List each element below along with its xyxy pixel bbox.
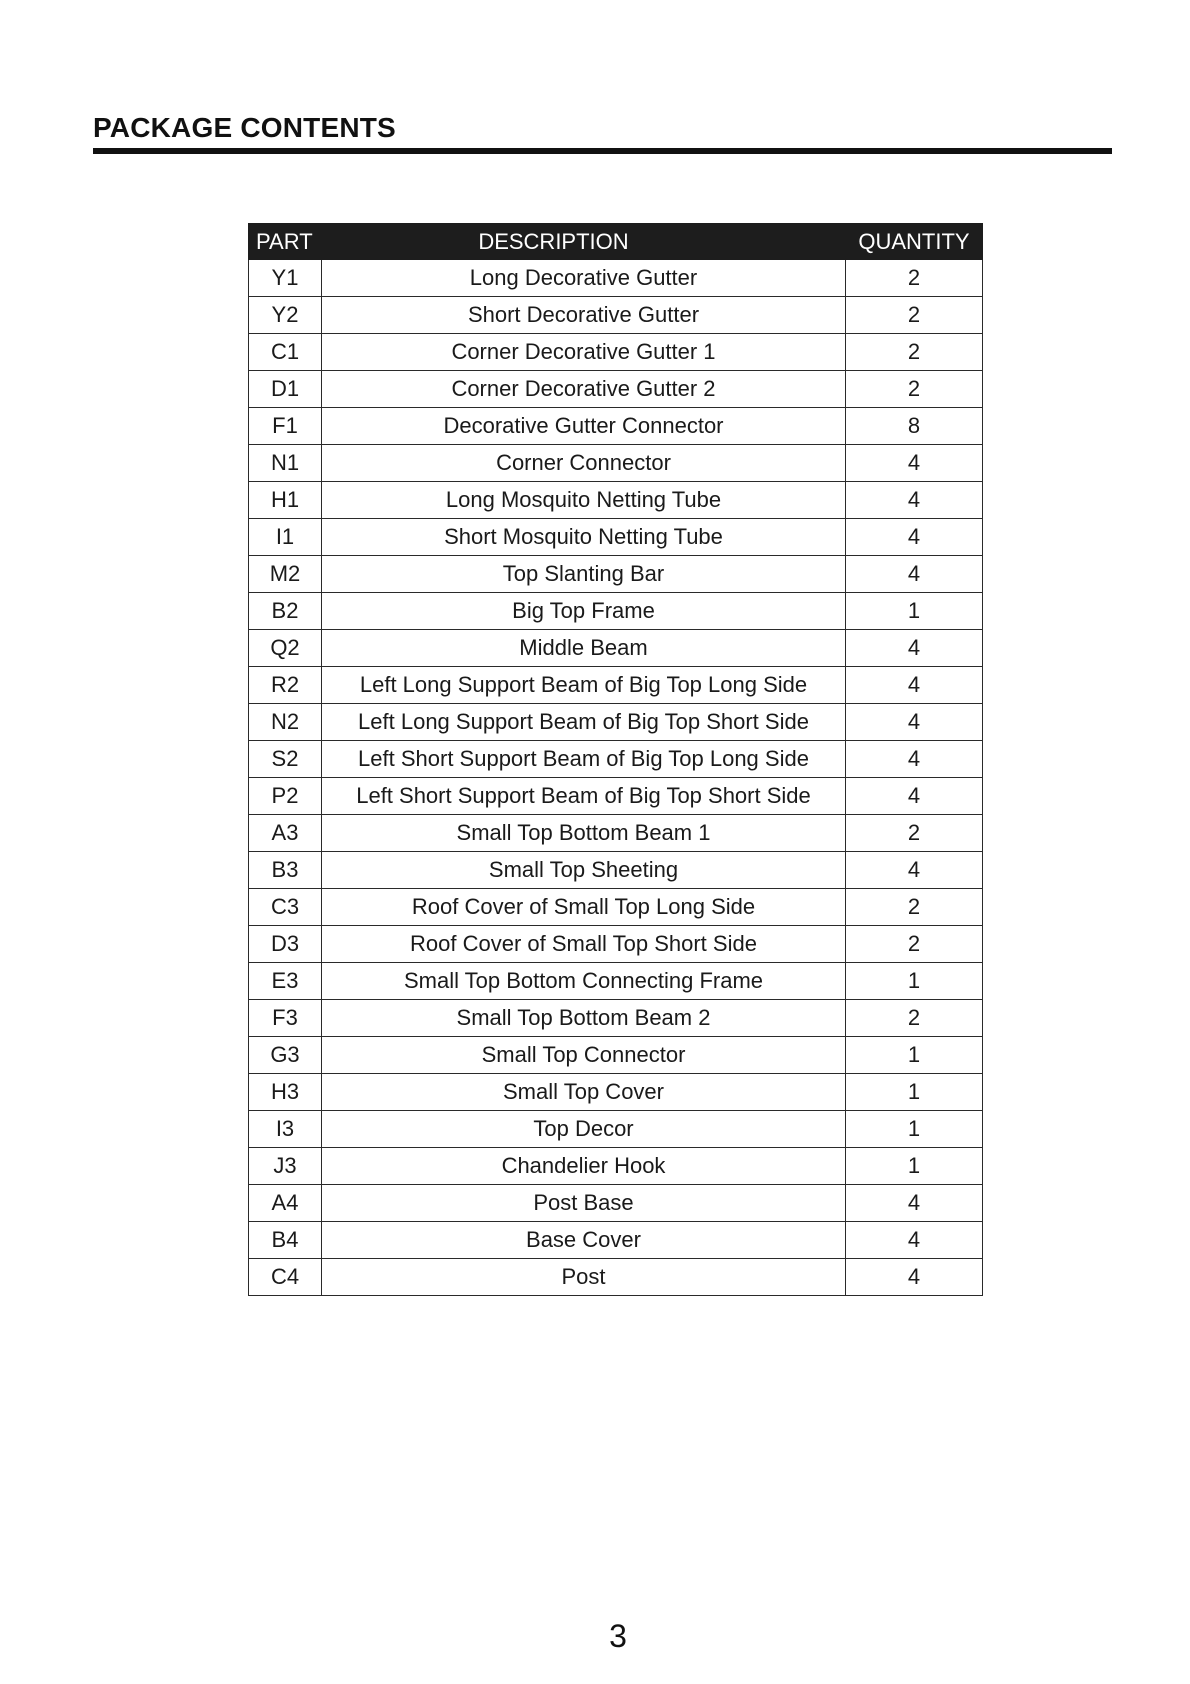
table-row <box>249 297 983 334</box>
table-row <box>249 630 983 667</box>
table-row <box>249 260 983 297</box>
table-row <box>249 852 983 889</box>
part-cell: F1 <box>249 408 322 445</box>
table-row <box>249 1111 983 1148</box>
part-cell: C1 <box>249 334 322 371</box>
description-cell: Middle Beam <box>322 630 846 667</box>
description-cell: Small Top Bottom Beam 1 <box>322 815 846 852</box>
quantity-cell: 4 <box>846 1222 983 1259</box>
quantity-cell: 4 <box>846 667 983 704</box>
description-cell: Post <box>322 1259 846 1296</box>
description-cell: Chandelier Hook <box>322 1148 846 1185</box>
quantity-cell: 2 <box>846 815 983 852</box>
description-cell: Corner Connector <box>322 445 846 482</box>
description-cell: Corner Decorative Gutter 1 <box>322 334 846 371</box>
quantity-cell: 2 <box>846 926 983 963</box>
description-cell: Corner Decorative Gutter 2 <box>322 371 846 408</box>
part-cell: B3 <box>249 852 322 889</box>
table-row <box>249 778 983 815</box>
table-row <box>249 667 983 704</box>
quantity-cell: 2 <box>846 1000 983 1037</box>
description-cell: Left Short Support Beam of Big Top Long Side <box>322 741 846 778</box>
description-cell: Short Decorative Gutter <box>322 297 846 334</box>
quantity-cell: 4 <box>846 630 983 667</box>
table-row <box>249 408 983 445</box>
part-cell: H3 <box>249 1074 322 1111</box>
description-cell: Left Long Support Beam of Big Top Short Side <box>322 704 846 741</box>
quantity-cell: 2 <box>846 889 983 926</box>
quantity-cell: 4 <box>846 556 983 593</box>
header-quantity: QUANTITY <box>846 224 983 260</box>
description-cell: Small Top Cover <box>322 1074 846 1111</box>
part-cell: Y1 <box>249 260 322 297</box>
page-number: 3 <box>609 1618 627 1654</box>
table-row <box>249 334 983 371</box>
table-row <box>249 926 983 963</box>
quantity-cell: 4 <box>846 1259 983 1296</box>
table-header-row <box>249 224 983 260</box>
part-cell: D1 <box>249 371 322 408</box>
description-cell: Small Top Bottom Connecting Frame <box>322 963 846 1000</box>
part-cell: R2 <box>249 667 322 704</box>
quantity-cell: 4 <box>846 741 983 778</box>
part-cell: B4 <box>249 1222 322 1259</box>
description-cell: Roof Cover of Small Top Long Side <box>322 889 846 926</box>
table-row <box>249 704 983 741</box>
part-cell: N1 <box>249 445 322 482</box>
table-row <box>249 1259 983 1296</box>
header-description: DESCRIPTION <box>322 224 846 260</box>
quantity-cell: 4 <box>846 778 983 815</box>
part-cell: C3 <box>249 889 322 926</box>
quantity-cell: 1 <box>846 593 983 630</box>
part-cell: I1 <box>249 519 322 556</box>
description-cell: Long Decorative Gutter <box>322 260 846 297</box>
table-body <box>249 260 983 1296</box>
description-cell: Small Top Connector <box>322 1037 846 1074</box>
table-row <box>249 482 983 519</box>
part-cell: P2 <box>249 778 322 815</box>
description-cell: Left Long Support Beam of Big Top Long Side <box>322 667 846 704</box>
table-row <box>249 1185 983 1222</box>
description-cell: Post Base <box>322 1185 846 1222</box>
quantity-cell: 8 <box>846 408 983 445</box>
part-cell: Y2 <box>249 297 322 334</box>
table-row <box>249 371 983 408</box>
quantity-cell: 1 <box>846 1111 983 1148</box>
table-row <box>249 556 983 593</box>
description-cell: Roof Cover of Small Top Short Side <box>322 926 846 963</box>
quantity-cell: 2 <box>846 371 983 408</box>
description-cell: Top Slanting Bar <box>322 556 846 593</box>
description-cell: Small Top Sheeting <box>322 852 846 889</box>
description-cell: Small Top Bottom Beam 2 <box>322 1000 846 1037</box>
part-cell: I3 <box>249 1111 322 1148</box>
quantity-cell: 4 <box>846 852 983 889</box>
part-cell: C4 <box>249 1259 322 1296</box>
part-cell: B2 <box>249 593 322 630</box>
quantity-cell: 1 <box>846 1074 983 1111</box>
header-part: PART <box>249 224 322 260</box>
part-cell: M2 <box>249 556 322 593</box>
quantity-cell: 4 <box>846 482 983 519</box>
table-row <box>249 445 983 482</box>
table-row <box>249 1037 983 1074</box>
table-row <box>249 593 983 630</box>
part-cell: A4 <box>249 1185 322 1222</box>
description-cell: Decorative Gutter Connector <box>322 408 846 445</box>
part-cell: J3 <box>249 1148 322 1185</box>
part-cell: Q2 <box>249 630 322 667</box>
table-row <box>249 1222 983 1259</box>
table-row <box>249 1074 983 1111</box>
part-cell: E3 <box>249 963 322 1000</box>
table-row <box>249 889 983 926</box>
table-row <box>249 741 983 778</box>
table-row <box>249 815 983 852</box>
description-cell: Base Cover <box>322 1222 846 1259</box>
part-cell: H1 <box>249 482 322 519</box>
quantity-cell: 4 <box>846 445 983 482</box>
package-contents-table <box>248 223 983 1296</box>
quantity-cell: 4 <box>846 1185 983 1222</box>
part-cell: F3 <box>249 1000 322 1037</box>
table-row <box>249 963 983 1000</box>
title-divider <box>93 148 1112 154</box>
description-cell: Big Top Frame <box>322 593 846 630</box>
quantity-cell: 2 <box>846 260 983 297</box>
quantity-cell: 1 <box>846 963 983 1000</box>
description-cell: Top Decor <box>322 1111 846 1148</box>
description-cell: Long Mosquito Netting Tube <box>322 482 846 519</box>
part-cell: G3 <box>249 1037 322 1074</box>
description-cell: Short Mosquito Netting Tube <box>322 519 846 556</box>
quantity-cell: 1 <box>846 1037 983 1074</box>
description-cell: Left Short Support Beam of Big Top Short Side <box>322 778 846 815</box>
quantity-cell: 4 <box>846 704 983 741</box>
part-cell: A3 <box>249 815 322 852</box>
table-row <box>249 519 983 556</box>
table-row <box>249 1000 983 1037</box>
page-title: PACKAGE CONTENTS <box>93 112 396 143</box>
quantity-cell: 2 <box>846 297 983 334</box>
quantity-cell: 1 <box>846 1148 983 1185</box>
part-cell: D3 <box>249 926 322 963</box>
quantity-cell: 2 <box>846 334 983 371</box>
table-row <box>249 1148 983 1185</box>
quantity-cell: 4 <box>846 519 983 556</box>
part-cell: N2 <box>249 704 322 741</box>
part-cell: S2 <box>249 741 322 778</box>
